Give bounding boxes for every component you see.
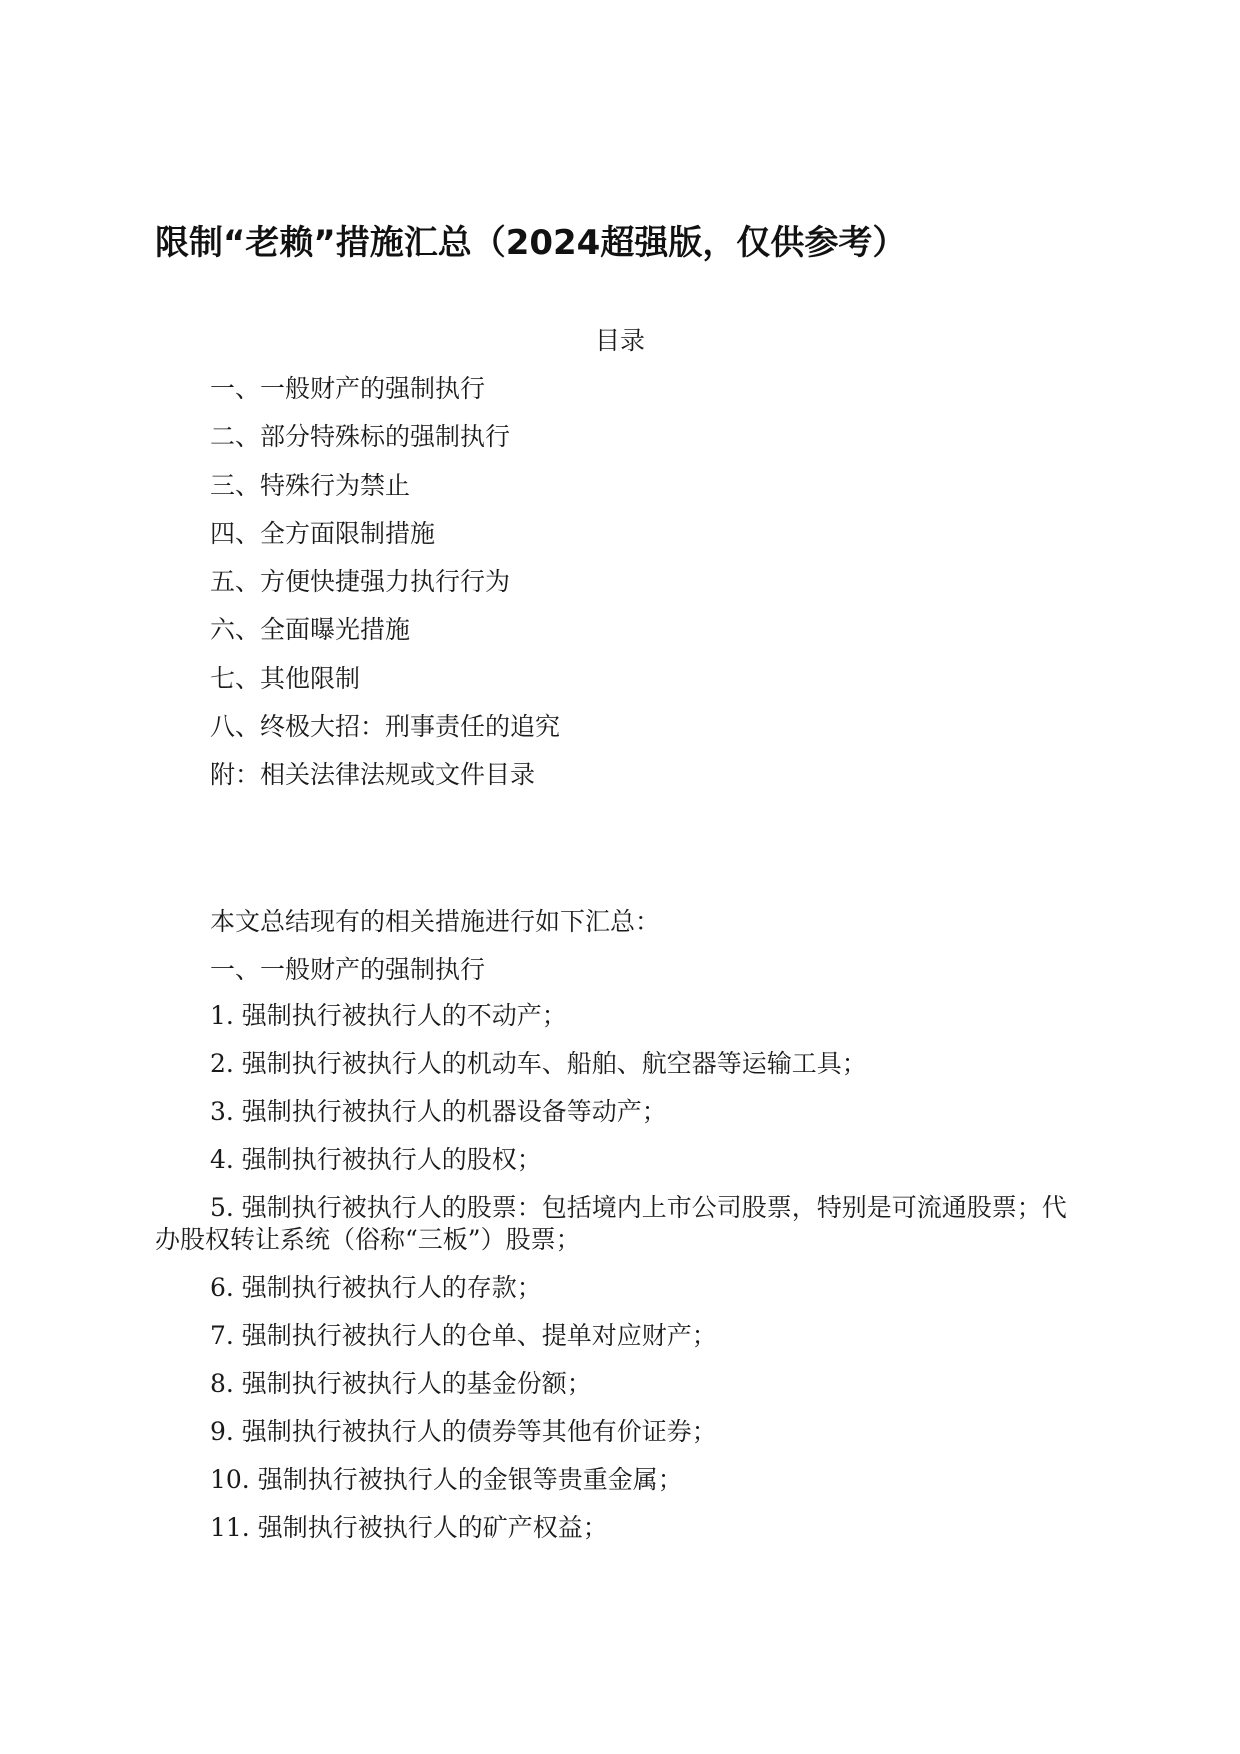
toc-item: 二、部分特殊标的强制执行 [210, 422, 511, 452]
list-item: 7. 强制执行被执行人的仓单、提单对应财产； [210, 1321, 717, 1350]
list-item: 5. 强制执行被执行人的股票：包括境内上市公司股票，特别是可流通股票；代办股权转让系统（俗称“三板”）股票； [155, 1193, 1067, 1254]
list-item: 9. 强制执行被执行人的债券等其他有价证券； [210, 1417, 717, 1446]
list-item: 10. 强制执行被执行人的金银等贵重金属； [210, 1465, 683, 1494]
toc-item: 附：相关法律法规或文件目录 [210, 760, 536, 790]
list-item: 4. 强制执行被执行人的股权； [210, 1145, 542, 1174]
toc-item: 八、终极大招：刑事责任的追究 [210, 712, 561, 742]
document-title: 限制“老赖”措施汇总（2024超强版，仅供参考） [155, 223, 907, 263]
toc-item: 四、全方面限制措施 [210, 518, 436, 548]
list-item: 6. 强制执行被执行人的存款； [210, 1273, 542, 1302]
toc-item: 六、全面曝光措施 [210, 615, 411, 645]
section-heading: 一、一般财产的强制执行 [210, 955, 486, 984]
toc-item: 三、特殊行为禁止 [210, 470, 411, 500]
list-item: 11. 强制执行被执行人的矿产权益； [210, 1513, 608, 1542]
intro-paragraph: 本文总结现有的相关措施进行如下汇总： [210, 907, 661, 936]
list-item: 8. 强制执行被执行人的基金份额； [210, 1369, 592, 1398]
list-item: 1. 强制执行被执行人的不动产； [210, 1001, 567, 1030]
toc-item: 五、方便快捷强力执行行为 [210, 567, 511, 597]
table-of-contents [210, 371, 560, 806]
toc-heading: 目录 [594, 326, 645, 355]
toc-item: 一、一般财产的强制执行 [210, 374, 486, 403]
list-item: 3. 强制执行被执行人的机器设备等动产； [210, 1097, 667, 1126]
toc-item: 七、其他限制 [210, 663, 361, 693]
list-item: 2. 强制执行被执行人的机动车、船舶、航空器等运输工具； [210, 1049, 867, 1078]
measure-list [155, 1000, 1085, 1560]
